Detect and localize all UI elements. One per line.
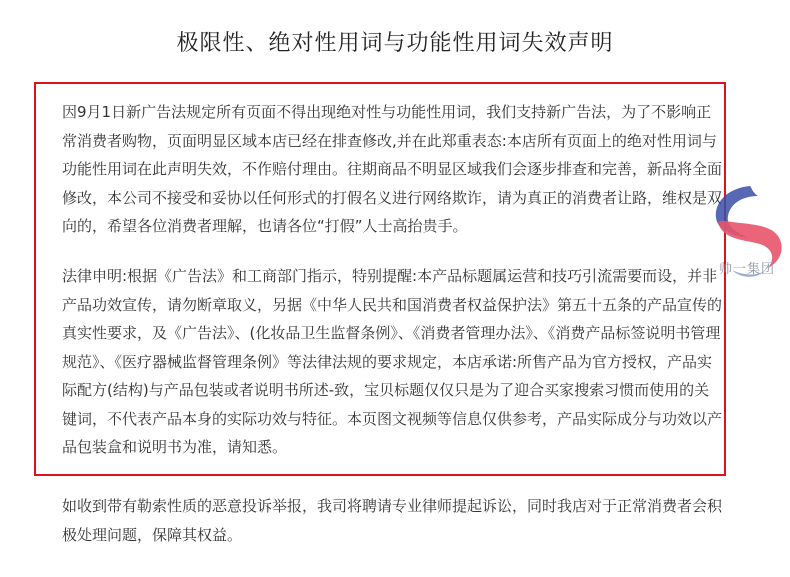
statement-paragraph: 因9月1日新广告法规定所有页面不得出现绝对性与功能性用词，我们支持新广告法，为了不影响正常消费者购物，页面明显区域本店已经在排查修改,并在此郑重表态:本店所有页面上的绝对性用词与功能性用词在此声明失效，不作赔付理由。往期商品不明显区域我们会逐步排查和完善，新品将全面修改，本公司不接受和妥协以任何形式的打假名义进行网络欺诈，请为真正的消费者让路，维权是双向的，希望各位消费者理解，也请各位“打假”人士高抬贵手。	[62, 103, 723, 235]
legal-paragraph: 法律申明:根据《广告法》和工商部门指示，特别提醒:本产品标题属运营和技巧引流需要而设，并非产品功效宣传，请勿断章取义，另据《中华人民共和国消费者权益保护法》第五十五条的产品宣传的真实性要求，及《广告法》、(化妆品卫生监督条例》、《消费者管理办法》、《消费产品标签说明书管理规范》、《医疗器械监督管理条例》等法律法规的要求规定，本店承诺:所售产品为官方授权，产品实际配方(结构)与产品包装或者说明书所述-致，宝贝标题仅仅只是为了迎合买家搜索习惯而使用的关键词，不代表产品本身的实际功效与特征。本页图文视频等信息仅供参考，产品实际成分与功效以产品包装盒和说明书为准，请知悉。	[62, 267, 723, 456]
watermark-brand-text: 帅一集团	[718, 262, 775, 277]
page-title: 极限性、绝对性用词与功能性用词失效声明	[176, 31, 614, 56]
complaint-paragraph: 如收到带有勒索性质的恶意投诉举报，我司将聘请专业律师提起诉讼，同时我店对于正常消费者会积极处理问题，保障其权益。	[62, 497, 723, 544]
